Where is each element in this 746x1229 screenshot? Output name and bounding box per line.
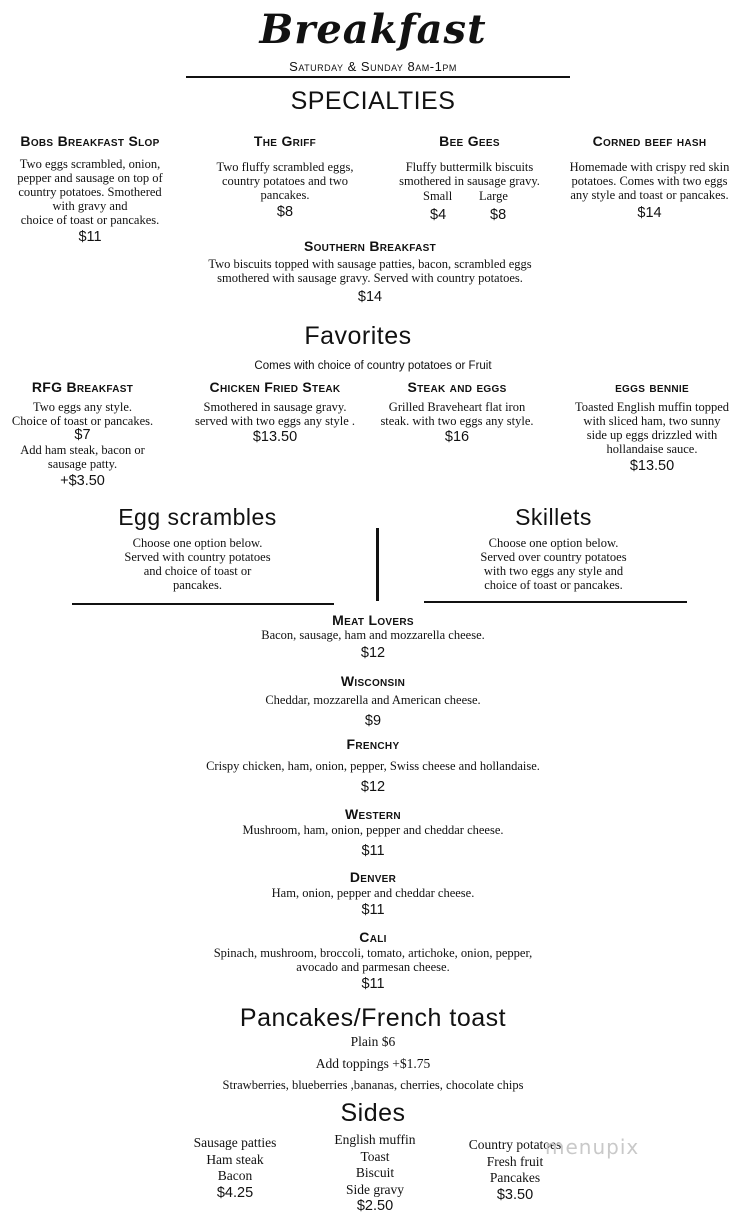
- pancakes-topping-list: Strawberries, blueberries ,bananas, cherries, chocolate chips: [222, 1078, 524, 1092]
- item-extra: Add ham steak, bacon or sausage patty.: [20, 443, 145, 471]
- small-label: Small: [423, 189, 453, 203]
- item-desc: Two eggs scrambled, onion, pepper and sausage on top of country potatoes. Smothered with gravy and choice of toast or pancakes.: [17, 157, 163, 227]
- item-name: Bobs Breakfast Slop: [20, 133, 160, 149]
- left-divider: [72, 603, 334, 605]
- item-desc: Grilled Braveheart flat iron steak. with two eggs any style.: [380, 400, 534, 428]
- option-desc: Crispy chicken, ham, onion, pepper, Swiss cheese and hollandaise.: [206, 759, 540, 773]
- option-name: Denver: [349, 869, 397, 885]
- side-item: Ham steak: [206, 1151, 264, 1167]
- pancakes-heading: Pancakes/French toast: [239, 1004, 507, 1032]
- menu-title: Breakfast: [259, 6, 487, 53]
- favorites-note: Comes with choice of country potatoes or Fruit: [254, 360, 492, 372]
- side-item: Fresh fruit: [486, 1153, 544, 1169]
- side-item: Bacon: [217, 1168, 253, 1183]
- item-name: Steak and eggs: [407, 379, 507, 395]
- option-name: Meat Lovers: [332, 612, 414, 628]
- hours: Saturday & Sunday 8am-1pm: [289, 59, 457, 74]
- option-desc: Bacon, sausage, ham and mozzarella cheese.: [261, 628, 485, 642]
- side-item: Pancakes: [489, 1170, 541, 1185]
- item-desc: Homemade with crispy red skin potatoes. Comes with two eggs any style and toast or pancakes.: [569, 160, 730, 202]
- item-name: RFG Breakfast: [31, 379, 134, 395]
- side-item: English muffin: [334, 1132, 416, 1147]
- item-price: $14: [357, 289, 383, 305]
- side-item: Sausage patties: [193, 1135, 277, 1150]
- item-name: Bee Gees: [439, 133, 500, 149]
- sides-group-1: [170, 1135, 300, 1201]
- skillets-heading: Skillets: [515, 504, 592, 530]
- side-price: $2.50: [356, 1198, 394, 1214]
- sides-heading: Sides: [340, 1099, 406, 1127]
- pancakes-plain: Plain $6: [350, 1034, 396, 1049]
- option-western: [100, 806, 646, 859]
- side-item: Country potatoes: [468, 1137, 562, 1152]
- large-label: Large: [479, 189, 508, 203]
- option-desc: Ham, onion, pepper and cheddar cheese.: [271, 886, 475, 900]
- item-name: Corned beef hash: [592, 133, 707, 149]
- option-price: $12: [360, 779, 386, 795]
- item-price: $14: [637, 205, 662, 221]
- option-price: $12: [360, 645, 386, 661]
- option-price: $11: [361, 976, 385, 992]
- side-price: $4.25: [216, 1184, 254, 1201]
- favorites-heading: Favorites: [304, 322, 412, 350]
- egg-scrambles-desc: Choose one option below. Served with country potatoes and choice of toast or pancakes.: [124, 536, 271, 592]
- skillets-section: [436, 504, 671, 592]
- item-desc: Two eggs any style. Choice of toast or pancakes.: [11, 400, 154, 428]
- sides-group-2: [310, 1132, 440, 1215]
- item-price: $11: [78, 229, 102, 245]
- item-name: eggs bennie: [615, 379, 689, 395]
- small-price: $4: [430, 207, 447, 223]
- side-item: Side gravy: [345, 1181, 405, 1197]
- option-desc: Cheddar, mozzarella and American cheese.: [265, 693, 481, 707]
- option-name: Frenchy: [346, 736, 400, 752]
- option-price: $9: [364, 713, 382, 729]
- vertical-divider: [376, 528, 379, 601]
- side-item: Biscuit: [355, 1165, 395, 1180]
- option-frenchy: [100, 736, 646, 795]
- option-desc: Spinach, mushroom, broccoli, tomato, artichoke, onion, pepper, avocado and parmesan cheese.: [213, 946, 533, 974]
- side-price: $3.50: [496, 1186, 534, 1203]
- egg-scrambles-heading: Egg scrambles: [118, 504, 277, 530]
- option-price: $11: [361, 843, 385, 859]
- option-price: $11: [361, 902, 385, 918]
- item-desc: Fluffy buttermilk biscuits smothered in sausage gravy.: [399, 160, 540, 188]
- header-divider: [186, 76, 570, 78]
- item-price: $8: [276, 204, 294, 220]
- watermark: menupix: [545, 1135, 640, 1159]
- option-denver: [100, 869, 646, 918]
- item-name: Southern Breakfast: [303, 238, 437, 254]
- item-extra-price: +$3.50: [60, 473, 105, 489]
- right-divider: [424, 601, 687, 603]
- option-name: Western: [345, 806, 401, 822]
- option-name: Wisconsin: [340, 673, 406, 689]
- item-desc: Two biscuits topped with sausage patties, bacon, scrambled eggs smothered with sausage gravy. Served with country potatoes.: [208, 257, 532, 285]
- item-bee-gees: [382, 133, 557, 223]
- item-bobs-breakfast-slop: [0, 133, 180, 245]
- item-southern-breakfast: [160, 238, 580, 305]
- item-steak-and-eggs: [367, 379, 547, 445]
- item-desc: Smothered in sausage gravy. served with two eggs any style .: [194, 400, 356, 428]
- item-chicken-fried-steak: [180, 379, 370, 445]
- item-rfg-breakfast: [0, 379, 165, 489]
- item-corned-beef-hash: [553, 133, 746, 221]
- item-desc: Toasted English muffin topped with sliced ham, two sunny side up eggs drizzled with hollandaise sauce.: [574, 400, 730, 456]
- option-wisconsin: [100, 673, 646, 729]
- skillets-desc: Choose one option below. Served over country potatoes with two eggs any style and choice of toast or pancakes.: [480, 536, 627, 592]
- item-name: The Griff: [253, 133, 317, 149]
- pancakes-toppings: Add toppings +$1.75: [315, 1056, 431, 1071]
- item-price: $13.50: [629, 458, 675, 474]
- item-price: $7: [74, 427, 91, 443]
- item-price: $13.50: [252, 429, 298, 445]
- item-price: $16: [444, 429, 470, 445]
- specialties-heading: SPECIALTIES: [290, 87, 456, 115]
- option-cali: [100, 929, 646, 992]
- side-item: Toast: [360, 1148, 390, 1164]
- large-price: $8: [490, 207, 507, 223]
- egg-scrambles-section: [80, 504, 315, 592]
- option-name: Cali: [359, 929, 387, 945]
- item-name: Chicken Fried Steak: [209, 379, 341, 395]
- option-meat-lovers: [100, 612, 646, 661]
- option-desc: Mushroom, ham, onion, pepper and cheddar cheese.: [242, 823, 504, 837]
- item-desc: Two fluffy scrambled eggs, country potatoes and two pancakes.: [216, 160, 354, 202]
- item-the-griff: [195, 133, 375, 220]
- item-eggs-bennie: [558, 379, 746, 474]
